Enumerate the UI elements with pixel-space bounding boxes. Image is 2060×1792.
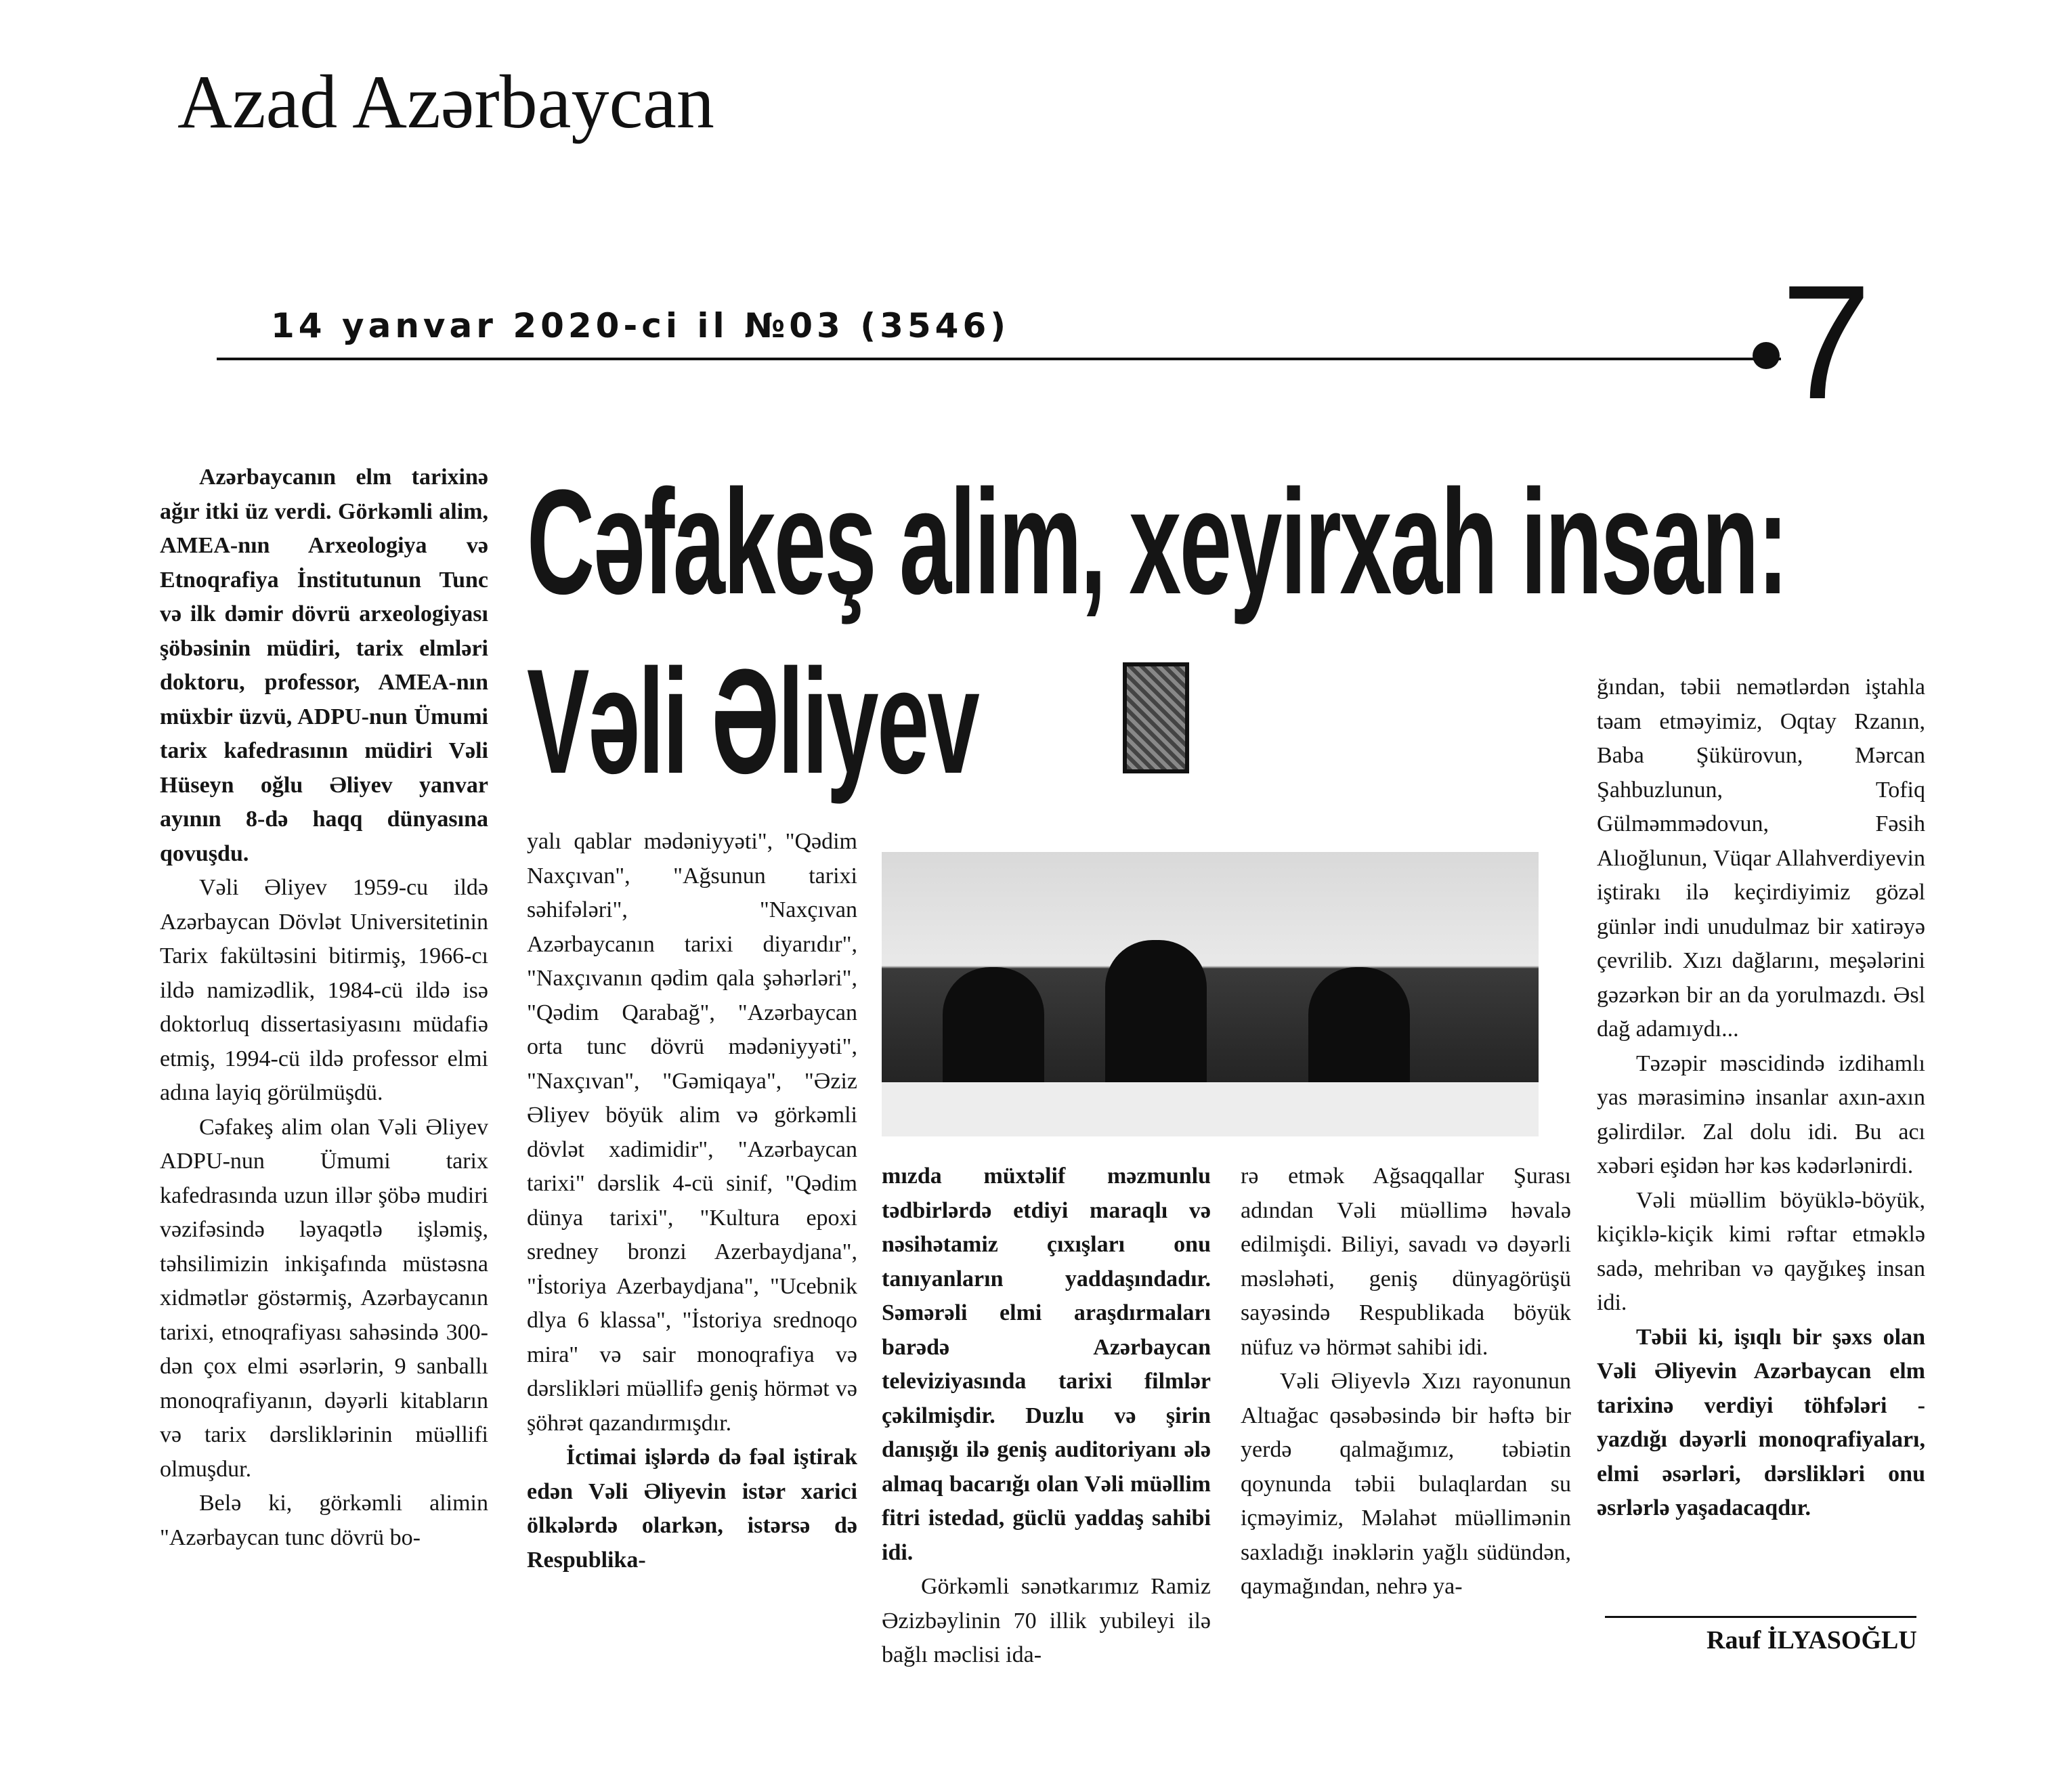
article-column-4: [1241, 1159, 1571, 1604]
issue-dateline: 14 yanvar 2020-ci il №03 (3546): [271, 306, 1010, 345]
article-column-2: [527, 825, 857, 1577]
bold-paragraph: mızda müxtəlif məzmunlu tədbirlərdə etdiyi maraqlı və nəsihətamiz çıxışları onu tanıyanların yaddaşındadır. Səmərəli elmi araşdırmaları barədə Azərbaycan televiziyasında tarixi filmlər çəkilmişdir. Duzlu və şirin danışığı ilə geniş auditoriyanı ələ almaq bacarığı olan Vəli müəllim fitri istedad, güclü yaddaş sahibi idi.: [882, 1164, 1211, 1565]
photo-table: [882, 1082, 1539, 1136]
paragraph: Vəli Əliyev 1959-cu ildə Azərbaycan Dövlət Universitetinin Tarix fakültəsini bitirmiş, 1966-cı ildə namizədlik, 1984-cü ildə isə doktorluq dissertasiyasını müdafiə etmiş, 1994-cü ildə professor elmi adına layiq görülmüşdü.: [160, 875, 488, 1105]
headline-line-1: Cəfakeş alim, xeyirxah insan:: [527, 458, 1787, 625]
photo-figure: [1308, 967, 1410, 1096]
lead-paragraph: Azərbaycanın elm tarixinə ağır itki üz verdi. Görkəmli alim, AMEA-nın Arxeologiya və Etnoqrafiya İnstitutunun Tunc və ilk dəmir dövrü arxeologiyası şöbəsinin müdiri, tarix elmləri doktoru, professor, AMEA-nın müxbir üzvü, ADPU-nun Ümumi tarix kafedrasının müdiri Vəli Hüseyn oğlu Əliyev yanvar ayının 8-də haqq dünyasına qovuşdu.: [160, 465, 488, 866]
paragraph: rə etmək Ağsaqqallar Şurası adından Vəli müəllimə həvalə edilmişdi. Biliyi, savadı və dəyərli məsləhəti, geniş dünyagörüşü sayəsində Respublikada böyük nüfuz və hörmət sahibi idi.: [1241, 1164, 1571, 1360]
page-number: 7: [1781, 251, 1872, 433]
article-column-1: [160, 461, 488, 1555]
photo-figure: [943, 967, 1044, 1096]
photo-figure: [1105, 940, 1207, 1096]
group-photo: [882, 852, 1539, 1136]
paragraph: Təzəpir məscidində izdihamlı yas mərasiminə insanlar axın-axın gəlirdilər. Zal dolu idi. Bu acı xəbəri eşidən hər kəs kədərlənirdi.: [1597, 1050, 1925, 1178]
portrait-photo: [1123, 662, 1189, 773]
bold-paragraph: İctimai işlərdə də fəal iştirak edən Vəli Əliyevin istər xarici ölkələrdə olarkən, istərsə də Respublika-: [527, 1445, 857, 1573]
newspaper-masthead: Azad Azərbaycan: [177, 60, 714, 144]
article-column-5: [1597, 670, 1925, 1526]
paragraph: yalı qablar mədəniyyəti", "Qədim Naxçıvan", "Ağsunun tarixi səhifələri", "Naxçıvan Azərbaycanın tarixi diyarıdır", "Naxçıvanın qədim qala şəhərləri", "Qədim Qarabağ", "Azərbaycan orta tunc dövrü mədəniyyəti", "Naxçıvan", "Gəmiqaya", "Əziz Əliyev böyük alim və görkəmli dövlət xadimidir", "Azərbaycan tarixi" dərslik 4-cü sinif, "Qədim dünya tarixi", "Kultura epoxi sredney bronzi Azerbaydjana", "İstoriya Azerbaydjana", "Ucebnik dlya 6 klassa", "İstoriya srednoqo mira" və sair monoqrafiya və dərslikləri müəllifə geniş hörmət və şöhrət qazandırmışdır.: [527, 829, 857, 1436]
paragraph: Belə ki, görkəmli alimin "Azərbaycan tunc dövrü bo-: [160, 1491, 488, 1550]
paragraph: ğından, təbii nemətlərdən iştahla təam etməyimiz, Oqtay Rzanın, Baba Şükürovun, Mərcan Şahbuzlunun, Tofiq Gülməmmədovun, Fəsih Alıoğlunun, Vüqar Allahverdiyevin iştirakı ilə keçirdiyimiz gözəl günlər indi unudulmaz bir xatirəyə çevrilib. Xızı dağlarını, meşələrini gəzərkən bir an da yorulmazdı. Əsl dağ adamıydı...: [1597, 675, 1925, 1042]
paragraph: Vəli müəllim böyüklə-böyük, kiçiklə-kiçik kimi rəftar etməklə sadə, mehriban və qayğıkeş insan idi.: [1597, 1187, 1925, 1315]
paragraph: Vəli Əliyevlə Xızı rayonunun Altıağac qəsəbəsində bir həftə bir yerdə qalmağımız, təbiətin qoynunda təbii bulaqlardan su içməyimiz, Məlahət müəllimənin saxladığı inəklərin yağlı südündən, qaymağından, nehrə ya-: [1241, 1369, 1571, 1599]
headline-line-2: Vəli Əliyev: [527, 638, 979, 805]
signature-rule: [1605, 1616, 1916, 1618]
header-rule: [217, 358, 1781, 360]
paragraph: Görkəmli sənətkarımız Ramiz Əzizbəylinin 70 illik yubileyi ilə bağlı məclisi ida-: [882, 1574, 1211, 1667]
bold-paragraph: Təbii ki, işıqlı bir şəxs olan Vəli Əliyevin Azərbaycan elm tarixinə verdiyi töhfələri - yazdığı dəyərli monoqrafiyaları, elmi əsərləri, dərslikləri onu əsrlərlə yaşadacaqdır.: [1597, 1324, 1925, 1520]
page-bullet: [1753, 342, 1780, 369]
paragraph: Cəfakeş alim olan Vəli Əliyev ADPU-nun Ümumi tarix kafedrasında uzun illər şöbə mudiri vəzifəsində ləyaqətlə işləmiş, təhsilimizin inkişafında müstəsna xidmətlər göstərmiş, Azərbaycanın tarixi, etnoqrafiyası sahəsində 300-dən çox elmi əsərlərin, 9 sanballı monoqrafiyanın, dəyərli kitabların və tarix dərsliklərinin müəllifi olmuşdur.: [160, 1114, 488, 1482]
author-signature: Rauf İLYASOĞLU: [1707, 1626, 1917, 1655]
article-column-3: [882, 1159, 1211, 1673]
